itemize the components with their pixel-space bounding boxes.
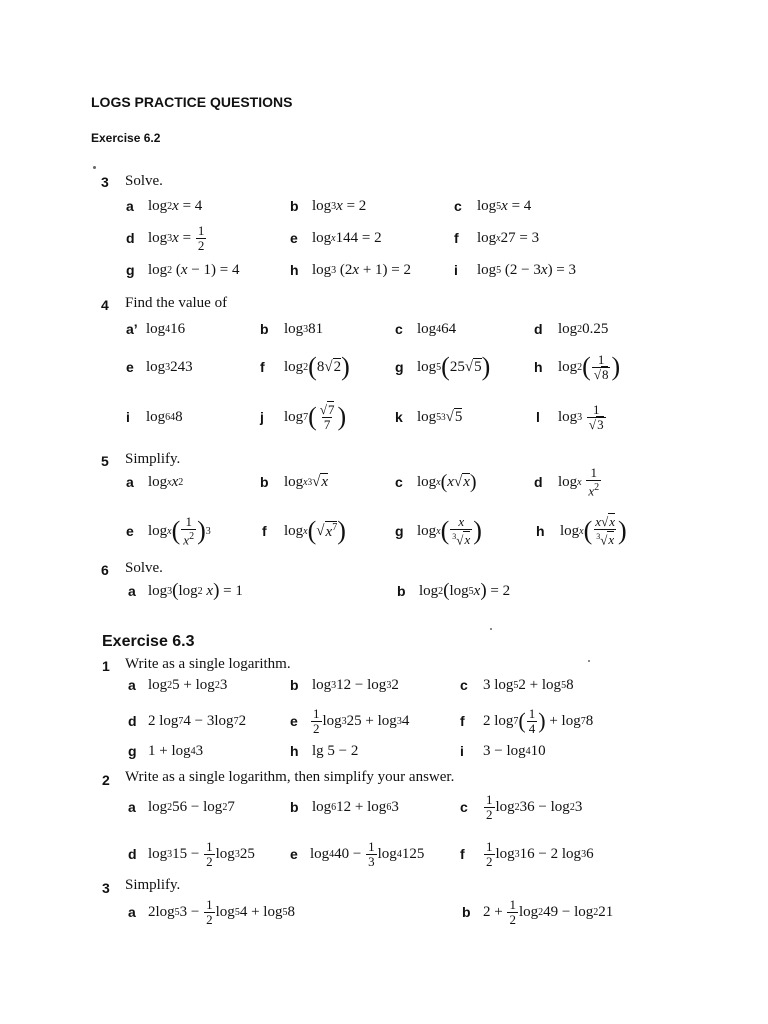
item-letter: c: [460, 677, 468, 693]
item-letter: f: [262, 523, 267, 539]
ex63-q2a-expression: log 2 56 − log 2 7: [148, 798, 235, 815]
item-letter: l: [536, 409, 540, 425]
q4g-expression: log 5 ( 25√ 5 ): [417, 352, 491, 381]
question-number: 2: [102, 772, 110, 788]
item-letter: j: [260, 409, 264, 425]
item-letter: h: [534, 359, 543, 375]
ex63-q1c-expression: 3 log 5 2 + log 5 8: [483, 676, 574, 693]
q3e-expression: log x 144 = 2: [312, 229, 382, 246]
item-letter: a: [128, 677, 136, 693]
ex63-q1-row-2: [0, 702, 768, 740]
item-letter: i: [126, 409, 130, 425]
ex63-q1h-expression: lg 5 − 2: [312, 742, 359, 759]
ex63-q3b-expression: 2 + 1 2 log 2 49 − log 2 21: [483, 896, 614, 927]
q3g-expression: log 2 ( x − 1) = 4: [148, 261, 240, 278]
ex63-q1e-expression: 1 2 log 3 25 + log 3 4: [313, 705, 410, 736]
q3-row-2: [0, 221, 768, 255]
q5d-expression: log x 1 $x^2$: [558, 464, 600, 499]
q3-row-1: [0, 191, 768, 221]
item-letter: e: [126, 359, 134, 375]
item-letter: h: [290, 262, 299, 278]
q3i-expression: log 5 (2 − 3 x ) = 3: [477, 261, 577, 278]
question-instruction: Solve.: [125, 560, 163, 576]
question-number: 4: [101, 297, 109, 313]
ex63-q1a-expression: log 2 5 + log 2 3: [148, 676, 228, 693]
item-letter: c: [395, 474, 403, 490]
item-letter: b: [260, 321, 269, 337]
item-letter: a’: [126, 321, 138, 337]
item-letter: h: [536, 523, 545, 539]
q5h-expression: log x ( x√x $^3$√x ): [560, 513, 627, 548]
ex63-q1b-expression: log 3 12 − log 3 2: [312, 676, 399, 693]
question-instruction: Write as a single logarithm.: [125, 656, 291, 672]
ex63-q3-row-1: [0, 892, 768, 932]
item-letter: d: [126, 230, 135, 246]
q4e-expression: log 3 243: [146, 358, 193, 375]
question-instruction: Simplify.: [125, 451, 181, 467]
q5f-expression: log x ( √ $x^7$ ): [284, 516, 346, 545]
item-letter: d: [128, 846, 137, 862]
stray-mark: [93, 166, 96, 169]
item-letter: f: [460, 846, 465, 862]
exercise-6-2-heading: Exercise 6.2: [91, 131, 161, 145]
q4a-expression: log 4 16: [146, 320, 186, 337]
item-letter: d: [534, 321, 543, 337]
q5-row-1: [0, 462, 768, 502]
item-letter: a: [128, 799, 136, 815]
item-letter: f: [460, 713, 465, 729]
q5g-expression: log x ( x $^3$√x ): [417, 513, 482, 548]
q4l-expression: log 3 1 √3: [558, 401, 604, 432]
q3-row-3: [0, 255, 768, 285]
q5a-expression: log x x 2: [148, 473, 184, 490]
stray-mark: [588, 660, 590, 662]
question-instruction: Solve.: [125, 173, 163, 189]
item-letter: f: [260, 359, 265, 375]
question-number: 3: [101, 174, 109, 190]
q5-row-2: [0, 508, 768, 554]
q5e-expression: log x ( 1 $x^2$ ) 3: [148, 513, 211, 548]
question-instruction: Find the value of: [125, 295, 228, 311]
ex63-q1d-expression: 2 log 7 4 − 3log 7 2: [148, 712, 247, 729]
q4b-expression: log 3 81: [284, 320, 324, 337]
q4j-expression: log 7 ( √7 7 ): [284, 401, 347, 432]
item-letter: e: [290, 713, 298, 729]
stray-mark: [490, 628, 492, 630]
q4-row-1: [0, 314, 768, 344]
question-instruction: Write as a single logarithm, then simplify your answer.: [125, 769, 455, 785]
ex63-q3a-expression: 2log 5 3 − 1 2 log 5 4 + log 5 8: [148, 896, 295, 927]
item-letter: b: [290, 677, 299, 693]
item-letter: e: [290, 846, 298, 862]
q4h-expression: log 2 ( 1 √8 ): [558, 351, 621, 382]
q3h-expression: log 3 (2 x + 1) = 2: [312, 261, 412, 278]
item-letter: f: [454, 230, 459, 246]
q4d-expression: log 2 0.25: [558, 320, 609, 337]
item-letter: e: [126, 523, 134, 539]
q6-row-1: [0, 576, 768, 606]
page-title: LOGS PRACTICE QUESTIONS: [91, 94, 293, 110]
item-letter: c: [454, 198, 462, 214]
ex63-q1i-expression: 3 − log 4 10: [483, 742, 546, 759]
item-letter: a: [128, 904, 136, 920]
exercise-6-3-heading: Exercise 6.3: [102, 633, 195, 650]
question-instruction: Simplify.: [125, 877, 181, 893]
ex63-q2b-expression: log 6 12 + log 6 3: [312, 798, 399, 815]
q5b-expression: log x 3 √ x: [284, 473, 329, 490]
q3f-expression: log x 27 = 3: [477, 229, 540, 246]
item-letter: b: [290, 799, 299, 815]
item-letter: i: [454, 262, 458, 278]
question-number: 5: [101, 453, 109, 469]
item-letter: b: [290, 198, 299, 214]
q5c-expression: log x ( x √ x ): [417, 471, 477, 493]
ex63-q2d-expression: log 3 15 − 1 2 log 3 25: [148, 838, 255, 869]
q6a-expression: log 3 ( log 2 x ) = 1: [148, 580, 243, 601]
item-letter: a: [128, 583, 136, 599]
ex63-q1f-expression: 2 log 7 ( 1 4 ) + log 7 8: [483, 705, 594, 736]
ex63-q2f-expression: 1 2 log 3 16 − 2 log 3 6: [486, 838, 594, 869]
question-number: 1: [102, 658, 110, 674]
ex63-q1-row-1: [0, 670, 768, 700]
ex63-q2c-expression: 1 2 log 2 36 − log 2 3: [486, 791, 583, 822]
ex63-q2-row-1: [0, 788, 768, 826]
item-letter: g: [395, 523, 404, 539]
q4-row-3: [0, 392, 768, 442]
q6b-expression: log 2 ( log 5 x ) = 2: [419, 580, 511, 601]
item-letter: g: [126, 262, 135, 278]
question-number: 3: [102, 880, 110, 896]
question-number: 6: [101, 562, 109, 578]
q3b-expression: log 3 x = 2: [312, 197, 367, 214]
ex63-q1g-expression: 1 + log 4 3: [148, 742, 204, 759]
q4f-expression: log 2 ( 8√ 2 ): [284, 352, 350, 381]
item-letter: b: [462, 904, 471, 920]
item-letter: g: [395, 359, 404, 375]
item-letter: i: [460, 743, 464, 759]
item-letter: b: [260, 474, 269, 490]
ex63-q1-row-3: [0, 736, 768, 766]
q4i-expression: log 64 8: [146, 408, 183, 425]
item-letter: a: [126, 198, 134, 214]
item-letter: d: [128, 713, 137, 729]
ex63-q2e-expression: log 4 40 − 1 3 log 4 125: [310, 838, 425, 869]
ex63-q2-row-2: [0, 834, 768, 874]
q3a-expression: log 2 x = 4: [148, 197, 203, 214]
item-letter: k: [395, 409, 403, 425]
q4-row-2: [0, 344, 768, 390]
q4c-expression: log 4 64: [417, 320, 457, 337]
item-letter: c: [395, 321, 403, 337]
item-letter: g: [128, 743, 137, 759]
item-letter: c: [460, 799, 468, 815]
item-letter: e: [290, 230, 298, 246]
q3d-expression: log 3 x = 1 2: [148, 222, 205, 253]
item-letter: h: [290, 743, 299, 759]
q3c-expression: log 5 x = 4: [477, 197, 532, 214]
item-letter: d: [534, 474, 543, 490]
item-letter: b: [397, 583, 406, 599]
q4k-expression: log 5 3 √ 5: [417, 408, 463, 425]
item-letter: a: [126, 474, 134, 490]
